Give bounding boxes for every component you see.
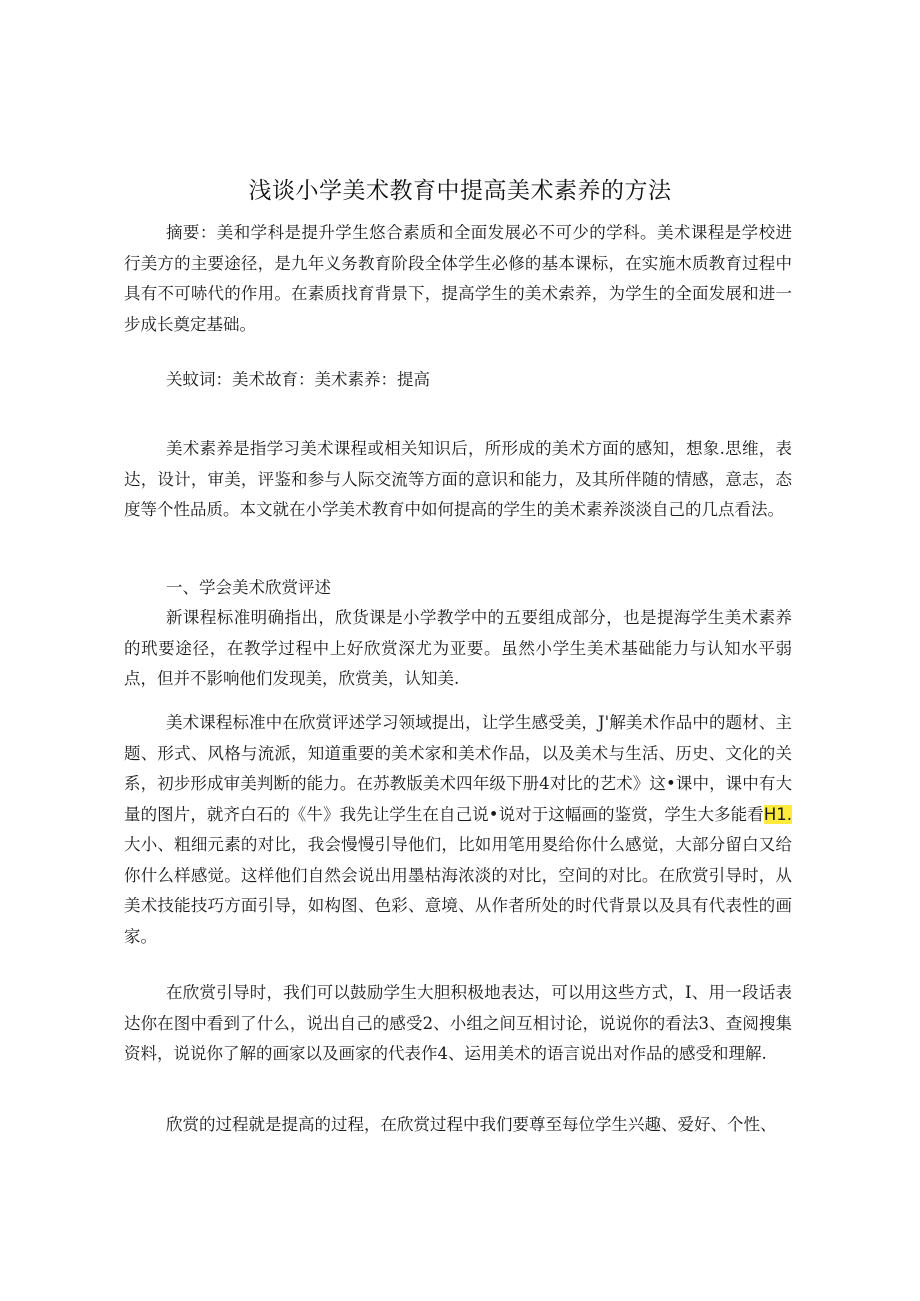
body-paragraph-3: 在欣赏引导时，我们可以鼓励学生大胆积极地表达，可以用这些方式，I、用一段话表达你在图中看到了什么，说出自己的感受2、小组之间互相讨论，说说你的看法3、查阅搜集资料，说说你了解的画家以及画家的代表作4、运用美术的语言说出对作品的感受和理解. <box>124 983 792 1063</box>
body-paragraph-2 <box>124 708 792 952</box>
abstract-paragraph: 摘要：美和学科是提升学生悠合素质和全面发展必不可少的学科。美术课程是学校进行美方的主要途径，是九年义务教育阶段全体学生必修的基本课标，在实施木质教育过程中具有不可哧代的作用。在素质找育背景下，提高学生的美术索养，为学生的全面发展和进一步成长奠定基础。 <box>124 223 792 334</box>
intro-paragraph: 美术素养是指学习美术课程或相关知识后，所形成的美术方面的感知，想象.思维，表达，设计，审美，评鉴和参与人际交流等方面的意识和能力，及其所伴随的情感，意志，态度等个性品质。本文就在小学美术教育中如何提高的学生的美术素养淡淡自己的几点看法。 <box>124 439 792 519</box>
paragraph-text-before-highlight: 美术课程标准中在欣赏评述学习领域提出，让学生感受美，J'解美术作品中的题材、主题、形式、风格与流派，知道重要的美术家和美术作品，以及美术与生活、历史、文化的关系，初步形成审美判断的能力。在苏教版美术四年级下册4对比的艺术》这•课中，课中有大量的图片，就齐白石的《牛》我先让学生在自己说•说对于这幅画的鉴赏，学生大多能看 <box>124 713 792 824</box>
keywords-line: 关蚊词：美术故育：美术素养：提高 <box>166 370 430 389</box>
body-paragraph-1: 新课程标准明确指出，欣货课是小学教学中的五要组成部分，也是提海学生美术素养的玳要途径，在教学过程中上好欣赏深尤为亚要。虽然小学生美术基础能力与认知水平弱点，但并不影响他们发现美，欣赏美，认知美. <box>124 608 792 688</box>
highlighted-text: H1. <box>763 804 792 824</box>
paragraph-text-after-highlight: 大小、粗细元素的对比，我会慢慢引导他们，比如用笔用畟给你什么感觉，大部分留白又给你什么样感觉。这样他们自然会说出用墨枯海浓淡的对比，空间的对比。在欣赏引导时，从美术技能技巧方面引导，如构图、色彩、意境、从作者所处的时代背景以及具有代表性的画家。 <box>124 835 792 946</box>
section-heading: 一、学会美术欣赏评述 <box>166 578 331 597</box>
body-paragraph-4: 欣赏的过程就是提高的过程，在欣赏过程中我们要尊至每位学生兴趣、爱好、个性、 <box>166 1115 777 1134</box>
document-title: 浅谈小学美术教育中提高美术素养的方法 <box>248 178 672 204</box>
